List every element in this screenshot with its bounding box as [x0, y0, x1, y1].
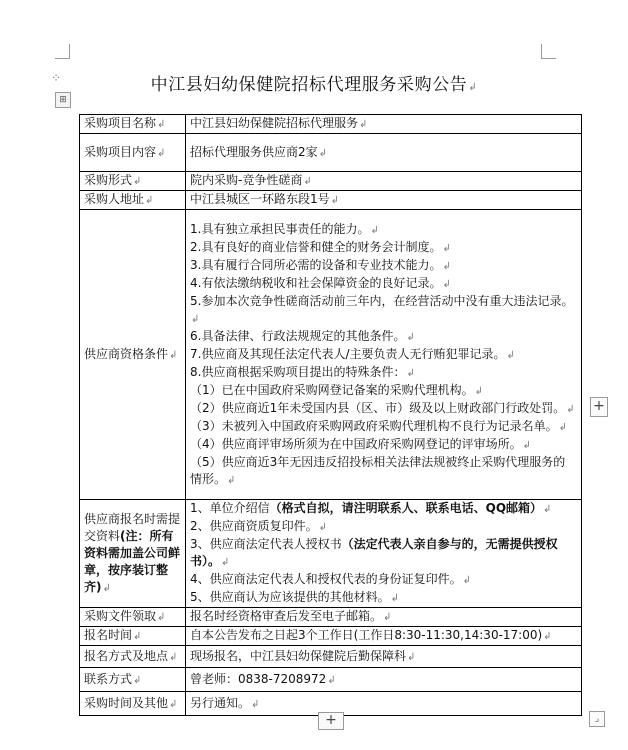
qualification-list — [186, 210, 582, 500]
list-item: 5.参加本次竞争性磋商活动前三年内，在经营活动中没有重大违法记录。↲ — [190, 293, 574, 325]
list-item: 3.具有履行合同所必需的设备和专业技术能力。↲ — [190, 257, 451, 272]
project-name-value: 中江县妇幼保健院招标代理服务↲ — [186, 115, 582, 134]
list-item: 4.有依法缴纳税收和社会保障资金的良好记录。↲ — [190, 275, 451, 290]
table-row — [80, 191, 582, 210]
table-row — [80, 210, 582, 500]
list-item: 1.具有独立承担民事责任的能力。↲ — [190, 221, 379, 236]
list-item: （3）未被列入中国政府采购网政府采购代理机构不良行为记录名单。↲ — [190, 418, 568, 433]
contact-value: 曾老师：0838-7208972↲ — [186, 668, 582, 692]
project-content-value: 招标代理服务供应商2家↲ — [186, 134, 582, 172]
list-item: 1、单位介绍信（格式自拟，请注明联系人、联系电话、QQ邮箱）↲ — [190, 501, 552, 515]
table-row — [80, 500, 582, 608]
registration-list — [186, 500, 582, 608]
table-row — [80, 134, 582, 172]
procurement-table — [79, 114, 582, 716]
list-item: 6.具备法律、行政法规规定的其他条件。↲ — [190, 328, 415, 343]
announcement-title: 中江县妇幼保健院招标代理服务采购公告↲ — [150, 75, 478, 95]
list-item: （2）供应商近1年未受国内县（区、市）级及以上财政部门行政处罚。↲ — [190, 400, 575, 415]
table-row — [80, 172, 582, 191]
form-value: 院内采购-竞争性磋商↲ — [186, 172, 582, 191]
form-label: 采购形式↲ — [80, 172, 186, 191]
list-item: 3、供应商法定代表人授权书（法定代表人亲自参与的，无需提供授权书）。↲ — [190, 537, 558, 568]
list-item: 2.具有良好的商业信誉和健全的财务会计制度。↲ — [190, 239, 451, 254]
list-item: （4）供应商评审场所须为在中国政府采购网登记的评审场所。↲ — [190, 436, 532, 451]
add-column-icon[interactable]: + — [590, 397, 608, 417]
project-content-label: 采购项目内容↲ — [80, 134, 186, 172]
address-label: 采购人地址↲ — [80, 191, 186, 210]
contact-label: 联系方式↲ — [80, 668, 186, 692]
list-item: 5、供应商认为应该提供的其他材料。↲ — [190, 590, 400, 604]
table-row — [80, 646, 582, 668]
table-row — [80, 627, 582, 646]
other-value: 另行通知。↲ — [186, 692, 582, 716]
method-label: 报名方式及地点↲ — [80, 646, 186, 668]
table-row — [80, 115, 582, 134]
table-resize-icon[interactable]: ⌟ — [589, 711, 605, 727]
docs-label: 采购文件领取↲ — [80, 608, 186, 627]
time-label: 报名时间↲ — [80, 627, 186, 646]
table-row — [80, 668, 582, 692]
list-item: 8.供应商根据采购项目提出的特殊条件：↲ — [190, 364, 415, 379]
address-value: 中江县城区一环路东段1号↲ — [186, 191, 582, 210]
list-item: 4、供应商法定代表人和授权代表的身份证复印件。↲ — [190, 572, 472, 586]
crop-mark-top-right — [541, 44, 556, 59]
qualification-label: 供应商资格条件↲ — [80, 210, 186, 500]
crop-mark-top-left — [55, 44, 70, 59]
project-name-label: 采购项目名称↲ — [80, 115, 186, 134]
drag-handle-icon[interactable]: ⁘ — [51, 71, 62, 85]
registration-label: 供应商报名时需提交资料(注：所有资料需加盖公司鲜章，按序装订整齐)↲ — [80, 500, 186, 608]
list-item: 7.供应商及其现任法定代表人/主要负责人无行贿犯罪记录。↲ — [190, 346, 515, 361]
list-item: （5）供应商近3年无因违反招投标相关法律法规被终止采购代理服务的情形。↲ — [190, 454, 566, 486]
time-value: 自本公告发布之日起3个工作日(工作日8:30-11:30,14:30-17:00)↲ — [186, 627, 582, 646]
docs-value: 报名时经资格审查后发至电子邮箱。↲ — [186, 608, 582, 627]
table-select-icon[interactable]: ⊞ — [55, 92, 71, 108]
add-row-icon[interactable]: + — [318, 712, 344, 730]
other-label: 采购时间及其他↲ — [80, 692, 186, 716]
table-row — [80, 608, 582, 627]
list-item: （1）已在中国政府采购网登记备案的采购代理机构。↲ — [190, 382, 484, 397]
list-item: 2、供应商资质复印件。↲ — [190, 519, 328, 533]
method-value: 现场报名，中江县妇幼保健院后勤保障科↲ — [186, 646, 582, 668]
